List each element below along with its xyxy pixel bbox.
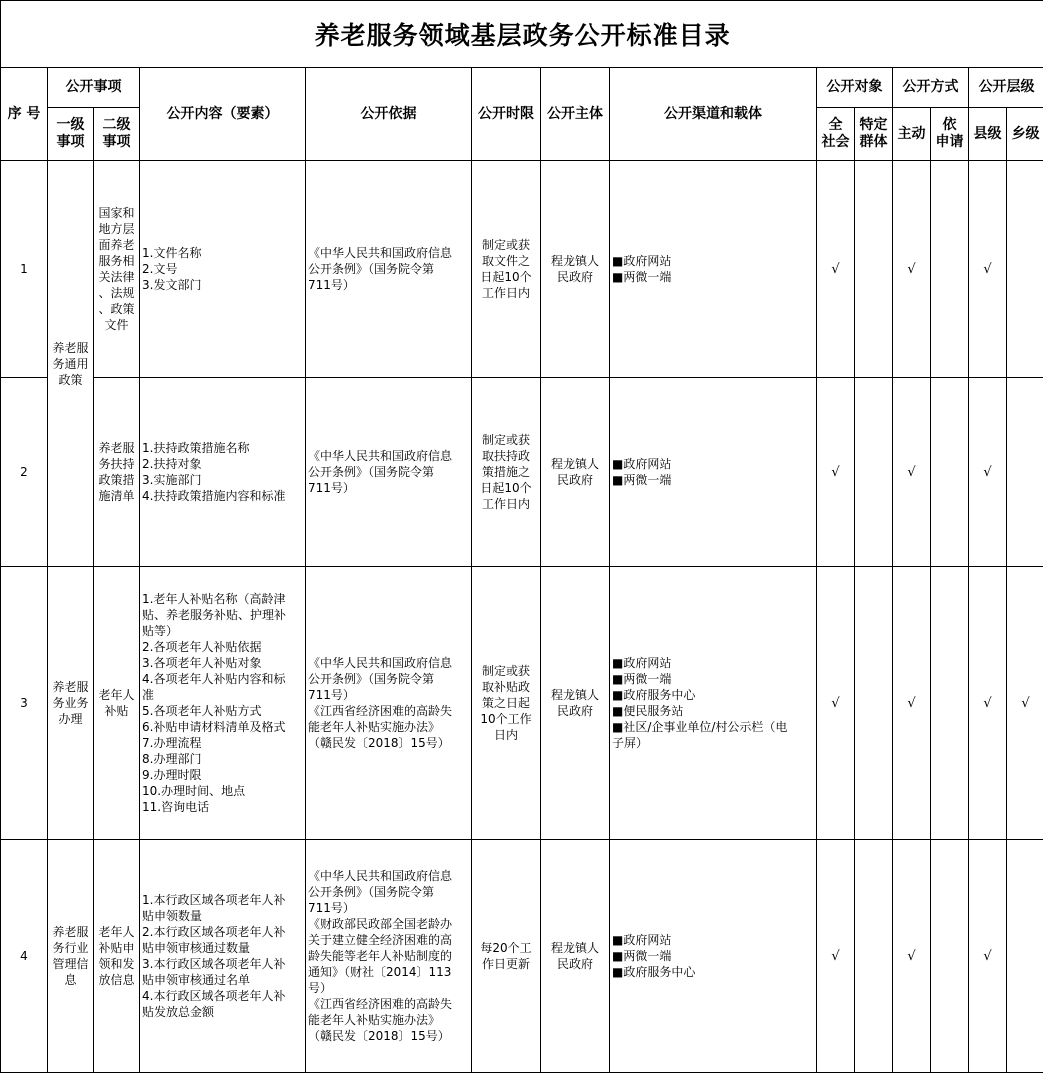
row-seq: 2: [1, 378, 48, 567]
row-channel: ■政府网站 ■两微一端: [610, 378, 817, 567]
check-specific-group: [855, 840, 893, 1073]
header-on-request: 依 申请: [931, 108, 969, 161]
header-seq: 序 号: [1, 68, 48, 161]
header-method-group: 公开方式: [893, 68, 969, 108]
check-active: √: [893, 378, 931, 567]
row-level1: 养老服 务业务 办理: [48, 567, 94, 840]
row-channel: ■政府网站 ■两微一端: [610, 161, 817, 378]
header-all-society: 全 社会: [817, 108, 855, 161]
check-county: √: [969, 161, 1007, 378]
row-level2: 养老服 务扶持 政策措 施清单: [94, 378, 140, 567]
row-level2: 国家和 地方层 面养老 服务相 关法律 、法规 、政策 文件: [94, 161, 140, 378]
check-township: [1007, 378, 1043, 567]
row-level2: 老年人 补贴: [94, 567, 140, 840]
row-level2: 老年人 补贴申 领和发 放信息: [94, 840, 140, 1073]
check-all-society: √: [817, 567, 855, 840]
check-active: √: [893, 840, 931, 1073]
row-subject: 程龙镇人 民政府: [541, 378, 610, 567]
header-township: 乡级: [1007, 108, 1043, 161]
row-subject: 程龙镇人 民政府: [541, 840, 610, 1073]
header-audience-group: 公开对象: [817, 68, 893, 108]
row-basis: 《中华人民共和国政府信息 公开条例》（国务院令第 711号） 《江西省经济困难的高龄失 能老年人补贴实施办法》 （赣民发〔2018〕15号）: [306, 567, 472, 840]
check-all-society: √: [817, 378, 855, 567]
check-active: √: [893, 161, 931, 378]
row-basis: 《中华人民共和国政府信息 公开条例》（国务院令第 711号） 《财政部民政部全国老龄办 关于建立健全经济困难的高 龄失能等老年人补贴制度的 通知》（财社〔2014〕113 号） 《江西省经济困难的高龄失 能老年人补贴实施办法》 （赣民发〔2018〕15号）: [306, 840, 472, 1073]
row-time: 制定或获 取补贴政 策之日起 10个工作 日内: [472, 567, 541, 840]
header-subject: 公开主体: [541, 68, 610, 161]
check-county: √: [969, 378, 1007, 567]
table-row: [1, 840, 1043, 1073]
header-basis: 公开依据: [306, 68, 472, 161]
check-specific-group: [855, 567, 893, 840]
page-title: 养老服务领域基层政务公开标准目录: [1, 1, 1043, 68]
table-row: [1, 378, 1043, 567]
row-time: 制定或获 取扶持政 策措施之 日起10个 工作日内: [472, 378, 541, 567]
row-content: 1.扶持政策措施名称 2.扶持对象 3.实施部门 4.扶持政策措施内容和标准: [140, 378, 306, 567]
check-active: √: [893, 567, 931, 840]
row-time: 制定或获 取文件之 日起10个 工作日内: [472, 161, 541, 378]
row-seq: 1: [1, 161, 48, 378]
check-all-society: √: [817, 161, 855, 378]
check-specific-group: [855, 161, 893, 378]
row-level1: 养老服 务行业 管理信 息: [48, 840, 94, 1073]
check-county: √: [969, 840, 1007, 1073]
row-basis: 《中华人民共和国政府信息 公开条例》（国务院令第 711号）: [306, 161, 472, 378]
table-row: [1, 161, 1043, 378]
title-row: [1, 1, 1043, 68]
row-subject: 程龙镇人 民政府: [541, 567, 610, 840]
row-level1: 养老服 务通用 政策: [48, 161, 94, 567]
check-all-society: √: [817, 840, 855, 1073]
header-specific-group: 特定 群体: [855, 108, 893, 161]
row-basis: 《中华人民共和国政府信息 公开条例》（国务院令第 711号）: [306, 378, 472, 567]
header-level1: 一级 事项: [48, 108, 94, 161]
row-channel: ■政府网站 ■两微一端 ■政府服务中心: [610, 840, 817, 1073]
header-content: 公开内容（要素）: [140, 68, 306, 161]
header-county: 县级: [969, 108, 1007, 161]
header-item-group: 公开事项: [48, 68, 140, 108]
header-level2: 二级 事项: [94, 108, 140, 161]
check-on-request: [931, 567, 969, 840]
row-channel: ■政府网站 ■两微一端 ■政府服务中心 ■便民服务站 ■社区/企事业单位/村公示栏（电 子屏）: [610, 567, 817, 840]
row-content: 1.文件名称 2.文号 3.发文部门: [140, 161, 306, 378]
check-on-request: [931, 840, 969, 1073]
header-time: 公开时限: [472, 68, 541, 161]
check-township: [1007, 840, 1043, 1073]
table-row: [1, 567, 1043, 840]
check-township: √: [1007, 567, 1043, 840]
header-channel: 公开渠道和载体: [610, 68, 817, 161]
header-active: 主动: [893, 108, 931, 161]
check-specific-group: [855, 378, 893, 567]
row-time: 每20个工 作日更新: [472, 840, 541, 1073]
check-county: √: [969, 567, 1007, 840]
row-content: 1.本行政区域各项老年人补 贴申领数量 2.本行政区域各项老年人补 贴申领审核通过数量 3.本行政区域各项老年人补 贴申领审核通过名单 4.本行政区域各项老年人补 贴发放总金额: [140, 840, 306, 1073]
row-seq: 3: [1, 567, 48, 840]
header-tier-group: 公开层级: [969, 68, 1043, 108]
check-on-request: [931, 378, 969, 567]
row-subject: 程龙镇人 民政府: [541, 161, 610, 378]
check-on-request: [931, 161, 969, 378]
row-content: 1.老年人补贴名称（高龄津 贴、养老服务补贴、护理补 贴等） 2.各项老年人补贴依据 3.各项老年人补贴对象 4.各项老年人补贴内容和标 准 5.各项老年人补贴方式 6.补贴申请材料清单及格式 7.办理流程 8.办理部门 9.办理时限 10.办理时间、地点 11.咨询电话: [140, 567, 306, 840]
check-township: [1007, 161, 1043, 378]
header-row-1: [1, 68, 1043, 108]
row-seq: 4: [1, 840, 48, 1073]
